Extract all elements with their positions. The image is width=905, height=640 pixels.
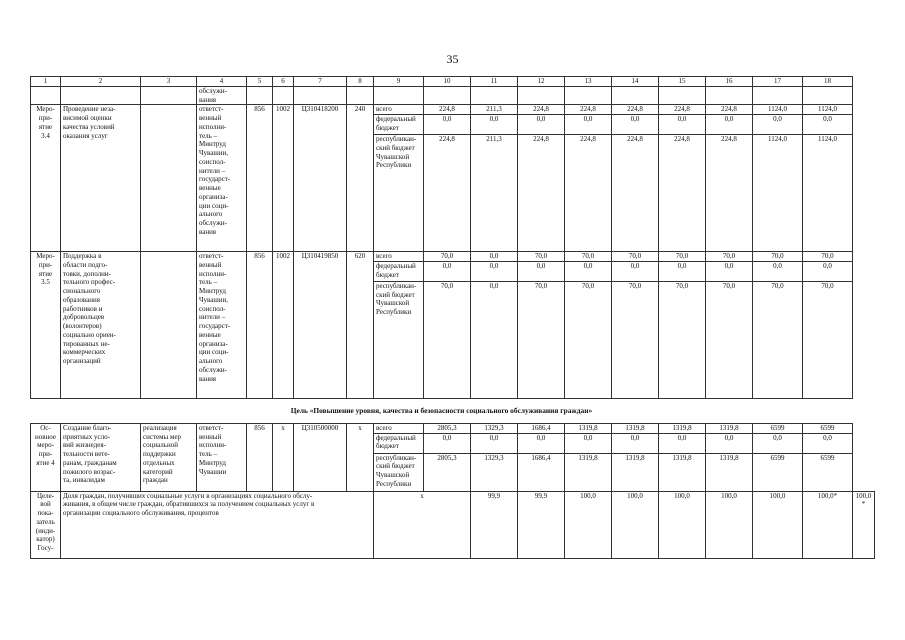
value-cell: 0,0 xyxy=(565,433,612,453)
funding-source: всего xyxy=(374,105,424,115)
value-cell: 70,0 xyxy=(565,281,612,398)
header-cell: 14 xyxy=(612,77,659,87)
header-cell: 4 xyxy=(197,77,247,87)
empty-cell xyxy=(612,86,659,105)
value-cell: 0,0 xyxy=(424,115,471,135)
header-cell: 8 xyxy=(347,77,374,87)
empty-cell xyxy=(141,86,197,105)
value-cell: 0,0 xyxy=(424,261,471,281)
value-cell: 70,0 xyxy=(803,252,853,262)
header-cell: 9 xyxy=(374,77,424,87)
budget-table xyxy=(30,76,875,559)
value-cell: 70,0 xyxy=(612,281,659,398)
value-cell: 0,0 xyxy=(471,252,518,262)
value-cell: 70,0 xyxy=(424,281,471,398)
value-cell: 224,8 xyxy=(659,105,706,115)
value-cell: 0,0 xyxy=(612,261,659,281)
value-cell: 70,0 xyxy=(659,281,706,398)
funding-source: всего xyxy=(374,423,424,433)
vr-code: x xyxy=(347,423,374,491)
value-cell: 70,0 xyxy=(659,252,706,262)
value-cell: 224,8 xyxy=(706,105,753,115)
funding-source: федеральный бюджет xyxy=(374,261,424,281)
value-cell: 100,0 xyxy=(753,491,803,558)
value-cell: 224,8 xyxy=(518,135,565,252)
value-cell: 0,0 xyxy=(471,281,518,398)
funding-source: федеральный бюджет xyxy=(374,115,424,135)
value-cell: 224,8 xyxy=(518,105,565,115)
empty-cell xyxy=(706,86,753,105)
value-cell: 99,9 xyxy=(518,491,565,558)
value-cell: 100,0 xyxy=(612,491,659,558)
grbs-code: 856 xyxy=(247,105,273,252)
header-cell: 12 xyxy=(518,77,565,87)
indicator-source: x xyxy=(374,491,471,558)
vr-code: 240 xyxy=(347,105,374,252)
value-cell: 1319,8 xyxy=(659,423,706,433)
empty-cell xyxy=(31,86,61,105)
indicator-label: Целе- вой пока- затель (инди- катор) Госу- xyxy=(31,491,61,558)
value-cell: 0,0 xyxy=(659,261,706,281)
empty-cell xyxy=(659,86,706,105)
value-cell: 1319,8 xyxy=(565,423,612,433)
value-cell: 99,9 xyxy=(471,491,518,558)
empty-cell xyxy=(61,86,141,105)
value-cell: 1319,8 xyxy=(659,453,706,491)
value-cell: 0,0 xyxy=(659,433,706,453)
page-number: 35 xyxy=(446,52,459,66)
value-cell: 0,0 xyxy=(612,115,659,135)
value-cell: 1124,0 xyxy=(753,105,803,115)
vr-code: 620 xyxy=(347,252,374,399)
rzpr-code: 1002 xyxy=(273,105,294,252)
main-measure-4-row xyxy=(31,423,875,433)
empty-cell xyxy=(565,86,612,105)
value-cell: 0,0 xyxy=(803,433,853,453)
value-cell: 70,0 xyxy=(565,252,612,262)
responsible-cell: ответст- венный исполни- тель – Минтруд Чувашии, соиспол- нители – государст- венные организа- ции соци- ального обслужи- вания xyxy=(197,105,247,252)
funding-source: республикан- ский бюджет Чувашской Республики xyxy=(374,281,424,398)
grbs-code: 856 xyxy=(247,423,273,491)
value-cell: 0,0 xyxy=(471,261,518,281)
value-cell: 70,0 xyxy=(424,252,471,262)
value-cell: 0,0 xyxy=(803,115,853,135)
value-cell: 224,8 xyxy=(612,135,659,252)
header-cell: 10 xyxy=(424,77,471,87)
header-cell: 7 xyxy=(294,77,347,87)
header-cell: 18 xyxy=(803,77,853,87)
value-cell: 0,0 xyxy=(471,433,518,453)
measure-name: Поддержка в области подго- товки, дополни- тельного профес- сионального образования работников и добровольцев (волонтеров) социально ориен- тированных не- коммерческих организаций xyxy=(61,252,141,399)
value-cell: 0,0 xyxy=(706,433,753,453)
value-cell: 0,0 xyxy=(565,115,612,135)
value-cell: 70,0 xyxy=(753,281,803,398)
header-cell: 16 xyxy=(706,77,753,87)
value-cell: 1124,0 xyxy=(803,105,853,115)
goal-ref-cell xyxy=(141,105,197,252)
empty-cell xyxy=(803,86,853,105)
empty-cell xyxy=(753,86,803,105)
value-cell: 0,0 xyxy=(518,433,565,453)
value-cell: 0,0 xyxy=(612,433,659,453)
value-cell: 0,0 xyxy=(753,433,803,453)
funding-source: федеральный бюджет xyxy=(374,433,424,453)
value-cell: 0,0 xyxy=(518,115,565,135)
funding-source: республикан- ский бюджет Чувашской Республики xyxy=(374,453,424,491)
value-cell: 100,0 xyxy=(659,491,706,558)
header-cell: 3 xyxy=(141,77,197,87)
header-cell: 17 xyxy=(753,77,803,87)
measure-label: Меро- при- ятие 3.4 xyxy=(31,105,61,252)
empty-cell xyxy=(294,86,347,105)
value-cell: 1319,8 xyxy=(612,453,659,491)
value-cell: 211,3 xyxy=(471,135,518,252)
value-cell: 70,0 xyxy=(612,252,659,262)
responsible-cell: обслужи- вания xyxy=(197,86,247,105)
value-cell: 224,8 xyxy=(706,135,753,252)
goal-row xyxy=(31,398,875,423)
measure-label: Меро- при- ятие 3.5 xyxy=(31,252,61,399)
header-cell: 6 xyxy=(273,77,294,87)
value-cell: 70,0 xyxy=(706,252,753,262)
value-cell: 224,8 xyxy=(659,135,706,252)
value-cell: 6599 xyxy=(803,423,853,433)
value-cell: 1329,3 xyxy=(471,453,518,491)
goal-ref-cell: реализация системы мер социальной поддержки отдельных категорий граждан xyxy=(141,423,197,491)
measure-name: Проведение неза- висимой оценки качества условий оказания услуг xyxy=(61,105,141,252)
rzpr-code: 1002 xyxy=(273,252,294,399)
value-cell: 224,8 xyxy=(565,135,612,252)
csr-code: Ц310500000 xyxy=(294,423,347,491)
value-cell: 70,0 xyxy=(706,281,753,398)
value-cell: 0,0 xyxy=(706,261,753,281)
value-cell: 6599 xyxy=(753,423,803,433)
value-cell: 1319,8 xyxy=(706,423,753,433)
value-cell: 224,8 xyxy=(565,105,612,115)
value-cell: 0,0 xyxy=(471,115,518,135)
value-cell: 1329,3 xyxy=(471,423,518,433)
value-cell: 100,0* xyxy=(803,491,853,558)
measure-label: Ос- новное меро- при- ятие 4 xyxy=(31,423,61,491)
value-cell: 100,0 xyxy=(565,491,612,558)
header-row xyxy=(31,77,875,87)
value-cell: 0,0 xyxy=(659,115,706,135)
header-cell: 13 xyxy=(565,77,612,87)
value-cell: 0,0 xyxy=(753,261,803,281)
measure-name: Создание благо- приятных усло- вий жизнедея- тельности вете- ранам, гражданам пожилого возрас- та, инвалидам xyxy=(61,423,141,491)
value-cell: 2805,3 xyxy=(424,453,471,491)
csr-code: Ц310419850 xyxy=(294,252,347,399)
header-cell: 11 xyxy=(471,77,518,87)
value-cell: 70,0 xyxy=(803,281,853,398)
funding-source: республикан- ский бюджет Чувашской Республики xyxy=(374,135,424,252)
value-cell: 1319,8 xyxy=(706,453,753,491)
value-cell: 70,0 xyxy=(518,281,565,398)
value-cell: 224,8 xyxy=(612,105,659,115)
responsible-cell: ответст- венный исполни- тель – Минтруд Чувашии, соиспол- нители – государст- венные организа- ции соци- ального обслужи- вания xyxy=(197,252,247,399)
value-cell: 1319,8 xyxy=(612,423,659,433)
value-cell: 224,8 xyxy=(424,105,471,115)
continuation-row xyxy=(31,86,875,105)
empty-cell xyxy=(424,86,471,105)
header-cell: 15 xyxy=(659,77,706,87)
value-cell: 0,0 xyxy=(518,261,565,281)
measure-3-5-row xyxy=(31,252,875,262)
value-cell: 0,0 xyxy=(424,433,471,453)
value-cell: 224,8 xyxy=(424,135,471,252)
header-cell: 5 xyxy=(247,77,273,87)
value-cell: 2805,3 xyxy=(424,423,471,433)
value-cell: 0,0 xyxy=(565,261,612,281)
empty-cell xyxy=(247,86,273,105)
header-cell: 1 xyxy=(31,77,61,87)
value-cell: 6599 xyxy=(753,453,803,491)
responsible-cell: ответст- венный исполни- тель – Минтруд Чувашии xyxy=(197,423,247,491)
value-cell: 100,0 xyxy=(706,491,753,558)
funding-source: всего xyxy=(374,252,424,262)
value-cell: 1686,4 xyxy=(518,423,565,433)
value-cell: 1124,0 xyxy=(803,135,853,252)
value-cell: 1124,0 xyxy=(753,135,803,252)
empty-cell xyxy=(374,86,424,105)
value-cell: 0,0 xyxy=(706,115,753,135)
value-cell: 1319,8 xyxy=(565,453,612,491)
value-cell: 1686,4 xyxy=(518,453,565,491)
empty-cell xyxy=(518,86,565,105)
goal-ref-cell xyxy=(141,252,197,399)
empty-cell xyxy=(347,86,374,105)
grbs-code: 856 xyxy=(247,252,273,399)
value-cell: 6599 xyxy=(803,453,853,491)
empty-cell xyxy=(273,86,294,105)
indicator-text: Доля граждан, получивших социальные услуги в организациях социального обслу- живания, в общем числе граждан, обратившихся за получением социальных услуг в организации социального обслуживания, процентов xyxy=(61,491,374,558)
value-cell: 0,0 xyxy=(753,115,803,135)
value-cell: 70,0 xyxy=(518,252,565,262)
value-cell: 0,0 xyxy=(803,261,853,281)
rzpr-code: x xyxy=(273,423,294,491)
value-cell: 211,3 xyxy=(471,105,518,115)
empty-cell xyxy=(471,86,518,105)
target-row xyxy=(31,491,875,558)
value-cell: 100,0* xyxy=(853,491,875,558)
header-cell: 2 xyxy=(61,77,141,87)
measure-3-4-row xyxy=(31,105,875,115)
csr-code: Ц310418200 xyxy=(294,105,347,252)
value-cell: 70,0 xyxy=(753,252,803,262)
goal-title: Цель «Повышение уровня, качества и безопасности социального обслуживания граждан» xyxy=(31,398,853,423)
